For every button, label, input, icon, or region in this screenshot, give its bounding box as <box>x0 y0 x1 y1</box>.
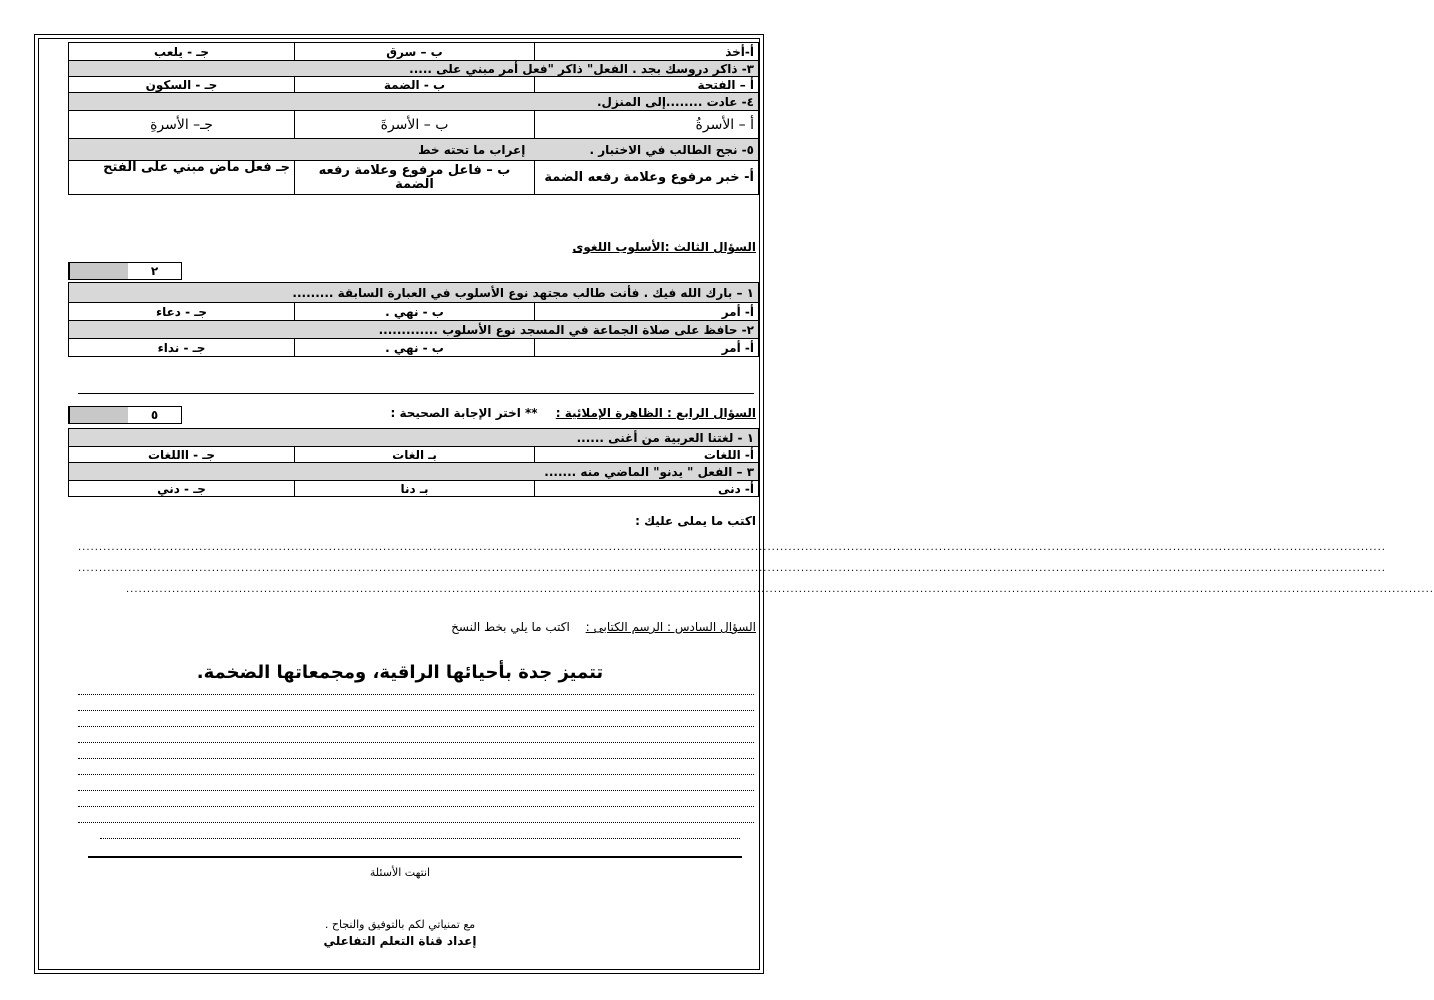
question-stem: ١ – بارك الله فيك . فأنت طالب مجتهد نوع الأسلوب في العبارة السابقة ......... <box>69 283 759 303</box>
table-row <box>69 61 759 77</box>
table-row <box>69 303 759 321</box>
writing-line[interactable] <box>78 790 754 791</box>
option-a[interactable]: أ – الفتحة <box>535 77 759 93</box>
table-row <box>69 77 759 93</box>
writing-line[interactable] <box>78 806 754 807</box>
writing-line[interactable] <box>78 710 754 711</box>
writing-line[interactable] <box>78 758 754 759</box>
score-value: ٥ <box>150 408 159 422</box>
score-shaded-cell <box>69 263 128 279</box>
question-stem: ٣ – الفعل " يدنو" الماضي منه ....... <box>69 463 759 481</box>
stem-instruction: إعراب ما تحته خط <box>418 142 526 157</box>
dictation-line-1[interactable]: ......................................................................................................................................................................................................................................................................................................................... <box>78 542 1386 553</box>
option-b[interactable]: ب – سرق <box>295 43 535 61</box>
option-c[interactable]: جـ - دني <box>69 481 295 497</box>
question-stem: ٣- ذاكر دروسك بجد . الفعل" ذاكر "فعل أمر مبني على ..... <box>69 61 759 77</box>
option-b[interactable]: بـ دنا <box>295 481 535 497</box>
table-row <box>69 463 759 481</box>
question-stem: ٤- عادت ........إلى المنزل. <box>69 93 759 111</box>
writing-line[interactable] <box>78 726 754 727</box>
q2-table <box>68 42 759 195</box>
dictation-label: اكتب ما يملى عليك : <box>635 514 756 528</box>
option-c[interactable]: جـ - يلعب <box>69 43 295 61</box>
option-a[interactable]: أ- دنى <box>535 481 759 497</box>
table-row <box>69 321 759 339</box>
option-c[interactable]: جـ - السكون <box>69 77 295 93</box>
option-c[interactable]: جـ– الأسرةِ <box>69 111 295 139</box>
option-a[interactable]: أ – الأسرةُ <box>535 111 759 139</box>
table-row <box>69 339 759 357</box>
option-a[interactable]: أ-أخذ <box>535 43 759 61</box>
q4-instruction: ** اختر الإجابة الصحيحة : <box>390 406 538 420</box>
table-row <box>69 43 759 61</box>
option-c[interactable]: جـ - دعاء <box>69 303 295 321</box>
table-row <box>69 283 759 303</box>
option-c[interactable]: جـ فعل ماض مبني على الفتح <box>69 161 295 195</box>
question-stem: ٢- حافظ على صلاة الجماعة في المسجد نوع الأسلوب ............. <box>69 321 759 339</box>
option-b[interactable]: ب – الأسرةَ <box>295 111 535 139</box>
writing-line[interactable] <box>78 742 754 743</box>
option-b[interactable]: بـ الغات <box>295 447 535 463</box>
table-row <box>69 447 759 463</box>
wishes-text: مع تمنياتي لكم بالتوفيق والنجاح . <box>324 918 476 931</box>
q4-score-box <box>68 406 182 424</box>
q6-title: السؤال السادس : الرسم الكتابى : اكتب ما يلي بخط النسخ <box>451 620 756 634</box>
q3-score-box <box>68 262 182 280</box>
option-a[interactable]: أ- أمر <box>535 339 759 357</box>
option-c[interactable]: جـ - نداء <box>69 339 295 357</box>
table-row <box>69 93 759 111</box>
q4-title: السؤال الرابع : الظاهرة الإملائية : ** اختر الإجابة الصحيحة : <box>390 406 756 420</box>
table-row <box>69 139 759 161</box>
question-stem: ١ - لغتنا العربية من أغنى ...... <box>69 429 759 447</box>
q6-sentence: تتميز جدة بأحيائها الراقية، ومجمعاتها الضخمة. <box>196 662 604 683</box>
table-row <box>69 111 759 139</box>
writing-line[interactable] <box>78 822 754 823</box>
credit-text: إعداد قناة التعلم التفاعلي <box>323 934 477 948</box>
end-text: انتهت الأسئلة <box>369 866 431 879</box>
dictation-line-3[interactable]: ......................................................................................................................................................................................................................................................................................................................... <box>126 584 1434 595</box>
option-c[interactable]: جـ - االلغات <box>69 447 295 463</box>
table-row <box>69 161 759 195</box>
writing-line[interactable] <box>78 694 754 695</box>
writing-line[interactable] <box>100 838 740 839</box>
option-a[interactable]: أ- أمر <box>535 303 759 321</box>
option-a[interactable]: أ- خبر مرفوع وعلامة رفعه الضمة <box>535 161 759 195</box>
q3-table <box>68 282 759 357</box>
writing-line[interactable] <box>78 774 754 775</box>
table-row <box>69 429 759 447</box>
end-divider <box>88 856 742 858</box>
option-b[interactable]: ب - نهي . <box>295 339 535 357</box>
table-row <box>69 481 759 497</box>
score-value: ٢ <box>150 264 159 278</box>
option-b[interactable]: ب - الضمة <box>295 77 535 93</box>
option-b[interactable]: ب – فاعل مرفوع وعلامة رفعه الضمة <box>295 161 535 195</box>
q4-table <box>68 428 759 497</box>
score-shaded-cell <box>69 407 128 423</box>
question-stem <box>69 139 759 161</box>
section-divider <box>78 393 754 394</box>
stem-text: ٥- نجح الطالب في الاختبار . <box>589 142 754 157</box>
q6-instruction: اكتب ما يلي بخط النسخ <box>451 620 570 634</box>
option-a[interactable]: أ- اللغات <box>535 447 759 463</box>
q3-title: السؤال الثالث :الأسلوب اللغوى <box>572 240 756 254</box>
dictation-line-2[interactable]: ......................................................................................................................................................................................................................................................................................................................... <box>78 563 1386 574</box>
option-b[interactable]: ب - نهي . <box>295 303 535 321</box>
